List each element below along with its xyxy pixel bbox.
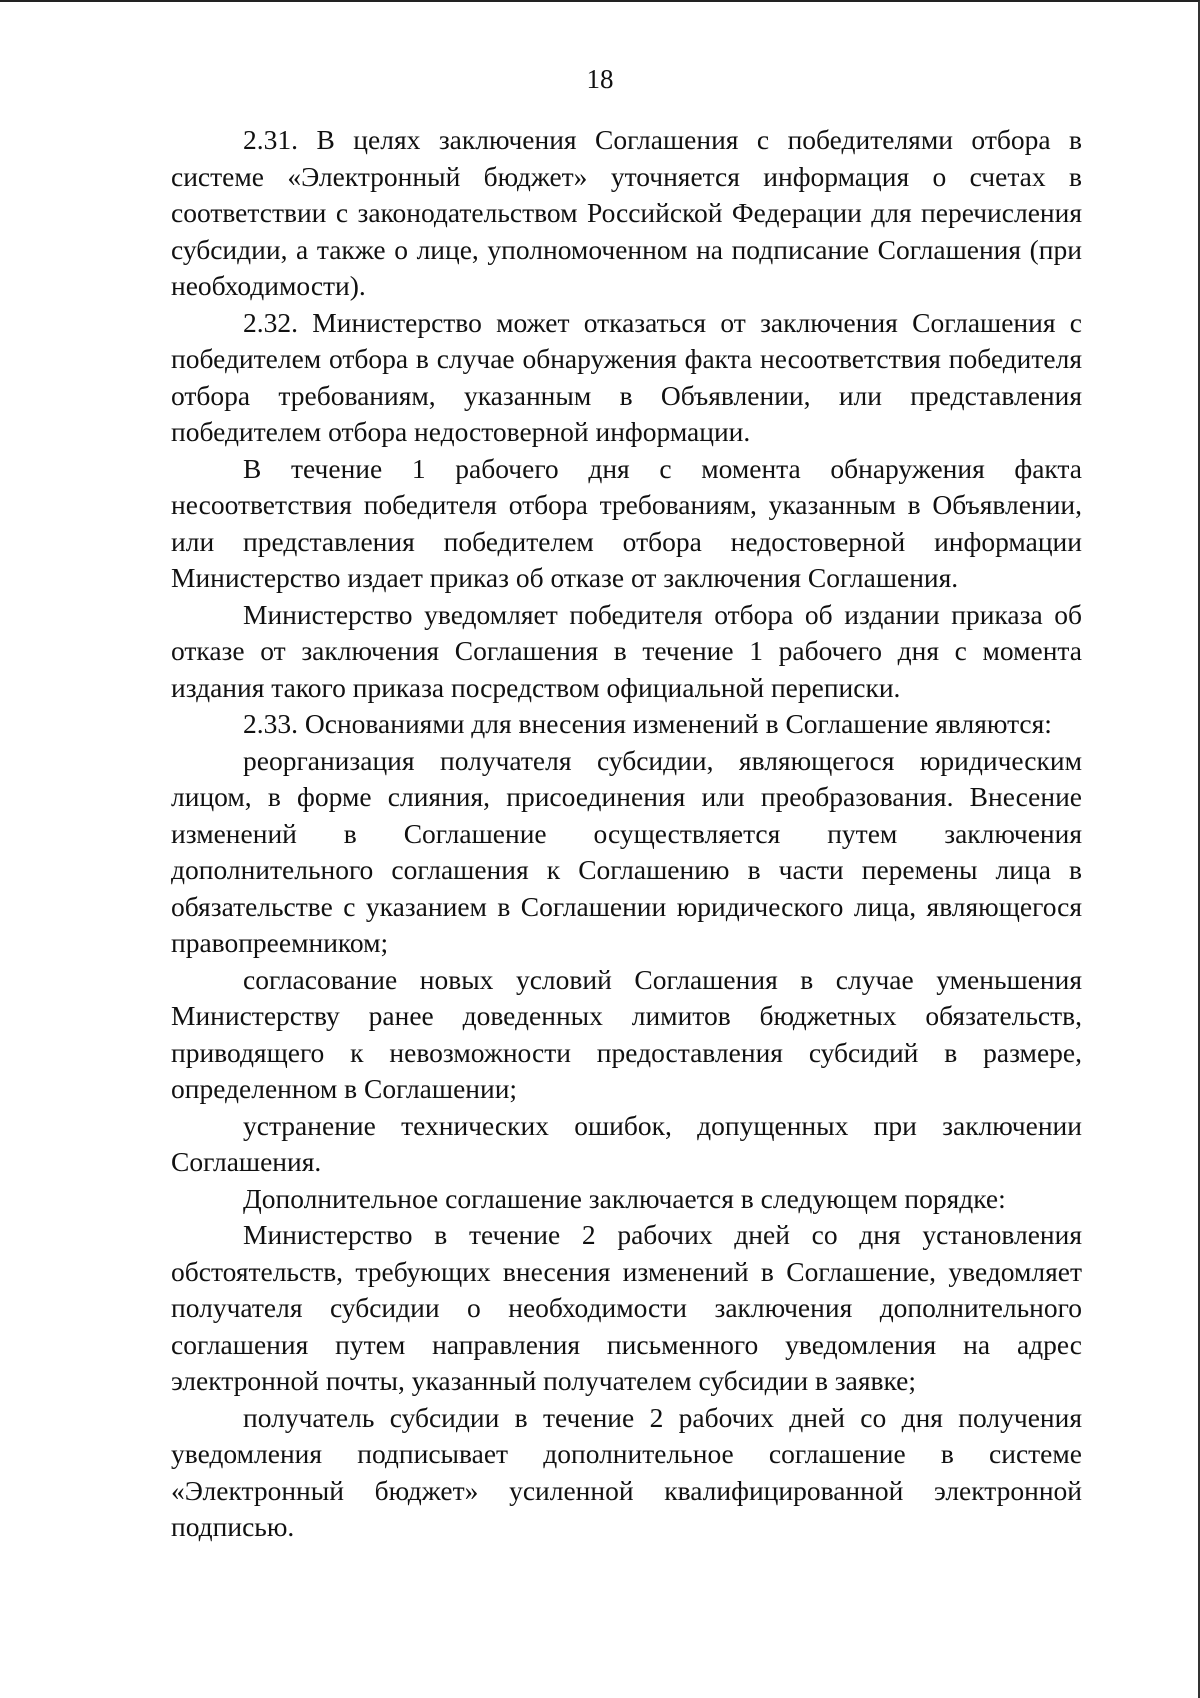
- paragraph-2-32: 2.32. Министерство может отказаться от заключения Соглашения с победителем отбора в случае обнаружения факта несоответствия победителя отбора требованиям, указанным в Объявлении, или представления победителем отбора недостоверной информации.: [171, 306, 1082, 447]
- paragraph-additional-agreement-order: Дополнительное соглашение заключается в следующем порядке:: [243, 1182, 1006, 1214]
- paragraph-2-31: 2.31. В целях заключения Соглашения с победителями отбора в системе «Электронный бюджет» уточняется информация о счетах в соответствии с законодательством Российской Федерации для перечисления субсидии, а также о лице, уполномоченном на подписание Соглашения (при необходимости).: [171, 124, 1082, 301]
- page-number: 18: [586, 64, 614, 94]
- paragraph-refusal-order: В течение 1 рабочего дня с момента обнаружения факта несоответствия победителя отбора требованиям, указанным в Объявлении, или представления победителем отбора недостоверной информации Министерство издает приказ об отказе от заключения Соглашения.: [171, 452, 1082, 593]
- paragraph-2-33: 2.33. Основаниями для внесения изменений в Соглашение являются:: [243, 708, 1052, 739]
- paragraph-ministry-notice: Министерство в течение 2 рабочих дней со дня установления обстоятельств, требующих внесения изменений в Соглашение, уведомляет получателя субсидии о необходимости заключения дополнительного соглашения путем направления письменного уведомления на адрес электронной почты, указанный получателем субсидии в заявке;: [171, 1219, 1082, 1396]
- paragraph-recipient-signature: получатель субсидии в течение 2 рабочих дней со дня получения уведомления подписывает дополнительное соглашение в системе «Электронный бюджет» усиленной квалифицированной электронной подписью.: [171, 1401, 1082, 1542]
- paragraph-notification: Министерство уведомляет победителя отбора об издании приказа об отказе от заключения Соглашения в течение 1 рабочего дня с момента издания такого приказа посредством официальной переписки.: [171, 598, 1082, 703]
- document-body: [171, 122, 1082, 1546]
- list-item-new-conditions: согласование новых условий Соглашения в случае уменьшения Министерству ранее доведенных лимитов бюджетных обязательств, приводящего к невозможности предоставления субсидий в размере, определенном в Соглашении;: [171, 963, 1082, 1104]
- list-item-reorganization: реорганизация получателя субсидии, являющегося юридическим лицом, в форме слияния, присоединения или преобразования. Внесение изменений в Соглашение осуществляется путем заключения дополнительного соглашения к Соглашению в части перемены лица в обязательстве с указанием в Соглашении юридического лица, являющегося правопреемником;: [171, 744, 1082, 958]
- list-item-technical-errors: устранение технических ошибок, допущенных при заключении Соглашения.: [171, 1109, 1082, 1177]
